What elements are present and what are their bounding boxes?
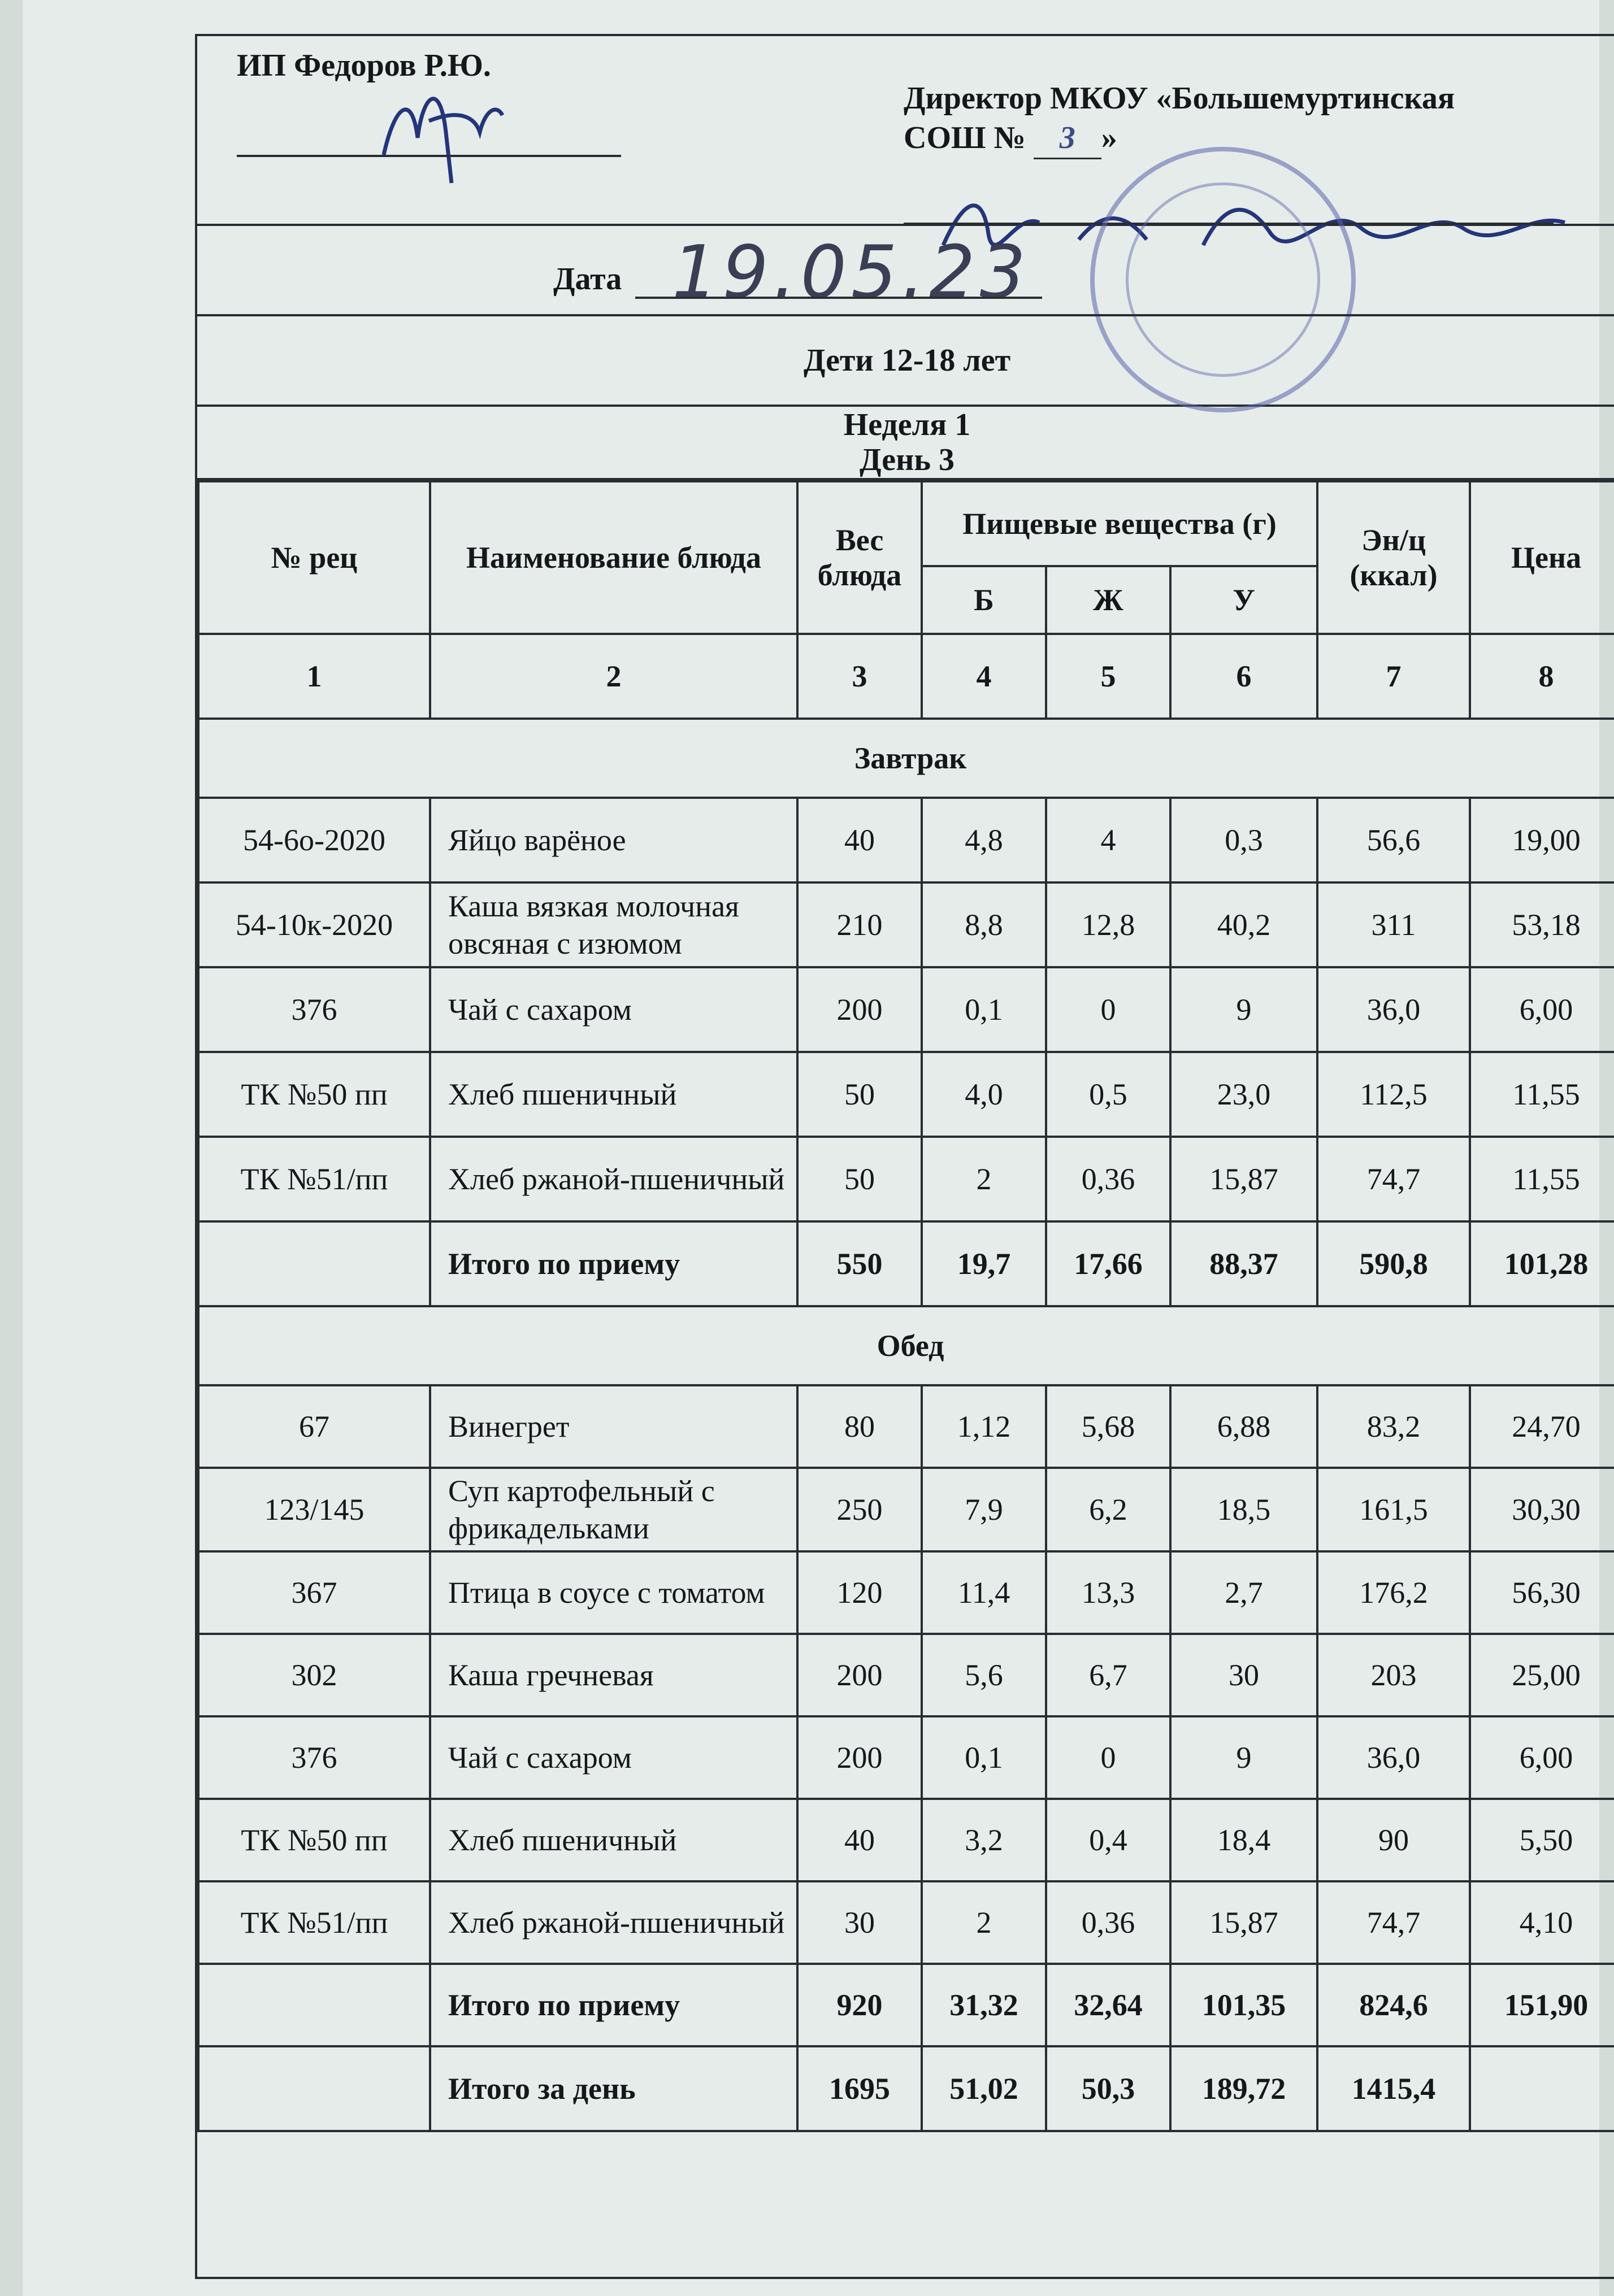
table-cell: 19,7 — [922, 1221, 1046, 1306]
table-cell: 30 — [797, 1881, 922, 1964]
table-cell: 74,7 — [1317, 1137, 1470, 1221]
table-cell: 18,4 — [1170, 1799, 1317, 1881]
dish-name: Чай с сахаром — [430, 1716, 797, 1799]
table-cell: 161,5 — [1317, 1468, 1470, 1551]
table-cell: 9 — [1170, 1716, 1317, 1799]
table-cell: 51,02 — [922, 2046, 1046, 2131]
table-cell: 6,00 — [1470, 967, 1614, 1052]
dish-name: Яйцо варёное — [430, 798, 797, 882]
table-cell: 40,2 — [1170, 882, 1317, 967]
breakfast-total-row — [198, 1221, 1614, 1306]
col-weight: Вес блюда — [797, 481, 922, 634]
table-cell: 30 — [1170, 1634, 1317, 1716]
date-line — [635, 297, 1042, 299]
week-label: Неделя 1 — [843, 407, 971, 442]
col-price: Цена — [1470, 481, 1614, 634]
col-number: 7 — [1317, 634, 1470, 719]
bottom-empty-row — [197, 2132, 1614, 2279]
col-number: 3 — [797, 634, 922, 719]
section-title: Обед — [198, 1306, 1614, 1385]
col-fat: Ж — [1046, 566, 1170, 634]
table-cell: 189,72 — [1170, 2046, 1317, 2131]
table-row — [198, 1052, 1614, 1137]
table-cell: 6,7 — [1046, 1634, 1170, 1716]
director-title-line1: Директор МКОУ «Большемуртинская — [904, 81, 1455, 116]
table-cell: 0,1 — [922, 967, 1046, 1052]
table-cell: 6,00 — [1470, 1716, 1614, 1799]
table-cell: 17,66 — [1046, 1221, 1170, 1306]
table-cell: 0,3 — [1170, 798, 1317, 882]
col-number: 1 — [198, 634, 430, 719]
recipe-code: 54-6о-2020 — [198, 798, 430, 882]
table-row — [198, 798, 1614, 882]
table-cell: 50,3 — [1046, 2046, 1170, 2131]
table-cell: 15,87 — [1170, 1137, 1317, 1221]
total-label: Итого по приему — [430, 1964, 797, 2046]
dish-name: Чай с сахаром — [430, 967, 797, 1052]
recipe-code: 367 — [198, 1551, 430, 1634]
director-title-line2 — [904, 118, 1455, 159]
table-cell: 19,00 — [1470, 798, 1614, 882]
contractor-signature-icon — [361, 70, 508, 194]
col-number: 4 — [922, 634, 1046, 719]
col-number: 2 — [430, 634, 797, 719]
table-cell: 36,0 — [1317, 1716, 1470, 1799]
table-cell: 11,55 — [1470, 1137, 1614, 1221]
table-cell: 50 — [797, 1137, 922, 1221]
table-cell: 8,8 — [922, 882, 1046, 967]
recipe-code: ТК №50 пп — [198, 1799, 430, 1881]
table-cell: 3,2 — [922, 1799, 1046, 1881]
table-cell: 15,87 — [1170, 1881, 1317, 1964]
table-cell: 6,2 — [1046, 1468, 1170, 1551]
menu-table — [197, 480, 1614, 2132]
col-nutrients: Пищевые вещества (г) — [922, 481, 1317, 566]
recipe-code: 54-10к-2020 — [198, 882, 430, 967]
table-cell: 83,2 — [1317, 1385, 1470, 1468]
table-cell: 12,8 — [1046, 882, 1170, 967]
section-title: Завтрак — [198, 719, 1614, 798]
table-cell: 200 — [797, 1634, 922, 1716]
table-cell: 1415,4 — [1317, 2046, 1470, 2131]
table-cell: 210 — [797, 882, 922, 967]
recipe-code: 376 — [198, 967, 430, 1052]
table-cell: 80 — [797, 1385, 922, 1468]
school-suffix: » — [1101, 120, 1117, 155]
dish-name: Хлеб ржаной-пшеничный — [430, 1881, 797, 1964]
table-cell: 23,0 — [1170, 1052, 1317, 1137]
date-row — [197, 226, 1614, 316]
table-row — [198, 1716, 1614, 1799]
col-number: 5 — [1046, 634, 1170, 719]
recipe-code: ТК №50 пп — [198, 1052, 430, 1137]
date-label: Дата — [553, 262, 622, 297]
day-total-row — [198, 2046, 1614, 2131]
table-row — [198, 1137, 1614, 1221]
table-cell: 40 — [797, 1799, 922, 1881]
table-cell — [1470, 2046, 1614, 2131]
table-cell: 50 — [797, 1052, 922, 1137]
col-name: Наименование блюда — [430, 481, 797, 634]
table-cell: 4 — [1046, 798, 1170, 882]
table-cell: 18,5 — [1170, 1468, 1317, 1551]
age-group: Дети 12-18 лет — [197, 316, 1614, 407]
total-label: Итого за день — [430, 2046, 797, 2131]
date-value: 19.05.23 — [672, 231, 1030, 315]
table-cell: 824,6 — [1317, 1964, 1470, 2046]
col-energy: Эн/ц (ккал) — [1317, 481, 1470, 634]
table-cell: 11,4 — [922, 1551, 1046, 1634]
table-cell: 176,2 — [1317, 1551, 1470, 1634]
lunch-total-row — [198, 1964, 1614, 2046]
table-cell: 200 — [797, 1716, 922, 1799]
table-row — [198, 967, 1614, 1052]
table-cell: 0,36 — [1046, 1137, 1170, 1221]
column-numbers-row — [198, 634, 1614, 719]
recipe-code: 302 — [198, 1634, 430, 1716]
table-cell: 56,30 — [1470, 1551, 1614, 1634]
table-cell: 2 — [922, 1881, 1046, 1964]
table-cell: 120 — [797, 1551, 922, 1634]
table-cell: 203 — [1317, 1634, 1470, 1716]
total-label: Итого по приему — [430, 1221, 797, 1306]
table-cell: 101,28 — [1470, 1221, 1614, 1306]
school-prefix: СОШ № — [904, 120, 1026, 155]
table-cell: 88,37 — [1170, 1221, 1317, 1306]
table-cell: 9 — [1170, 967, 1317, 1052]
table-row — [198, 1551, 1614, 1634]
table-cell: 0,36 — [1046, 1881, 1170, 1964]
table-cell: 0 — [1046, 967, 1170, 1052]
table-cell: 250 — [797, 1468, 922, 1551]
table-cell: 311 — [1317, 882, 1470, 967]
table-cell: 40 — [797, 798, 922, 882]
table-cell: 5,68 — [1046, 1385, 1170, 1468]
col-number: 8 — [1470, 634, 1614, 719]
header-row — [198, 481, 1614, 566]
table-cell: 1695 — [797, 2046, 922, 2131]
table-cell — [198, 1964, 430, 2046]
approval-header — [197, 34, 1614, 226]
table-cell: 90 — [1317, 1799, 1470, 1881]
col-protein: Б — [922, 566, 1046, 634]
day-label: День 3 — [860, 442, 954, 477]
table-cell: 0,1 — [922, 1716, 1046, 1799]
school-number: 3 — [1034, 118, 1101, 159]
col-rec: № рец — [198, 481, 430, 634]
table-row — [198, 1385, 1614, 1468]
dish-name: Хлеб ржаной-пшеничный — [430, 1137, 797, 1221]
table-cell — [198, 2046, 430, 2131]
dish-name: Хлеб пшеничный — [430, 1052, 797, 1137]
table-cell: 550 — [797, 1221, 922, 1306]
table-cell: 200 — [797, 967, 922, 1052]
table-cell: 1,12 — [922, 1385, 1046, 1468]
section-lunch — [198, 1306, 1614, 1385]
table-cell: 2,7 — [1170, 1551, 1317, 1634]
table-row — [198, 1634, 1614, 1716]
table-row — [198, 1799, 1614, 1881]
table-row — [198, 1468, 1614, 1551]
table-cell: 0 — [1046, 1716, 1170, 1799]
table-cell: 5,6 — [922, 1634, 1046, 1716]
table-row — [198, 882, 1614, 967]
table-cell: 920 — [797, 1964, 922, 2046]
contractor-signature-line — [237, 155, 621, 157]
dish-name: Каша гречневая — [430, 1634, 797, 1716]
dish-name: Каша вязкая молочная овсяная с изюмом — [430, 882, 797, 967]
table-cell — [198, 1221, 430, 1306]
table-cell: 31,32 — [922, 1964, 1046, 2046]
table-cell: 11,55 — [1470, 1052, 1614, 1137]
table-row — [198, 1881, 1614, 1964]
dish-name: Птица в соусе с томатом — [430, 1551, 797, 1634]
recipe-code: 123/145 — [198, 1468, 430, 1551]
table-cell: 56,6 — [1317, 798, 1470, 882]
table-cell: 590,8 — [1317, 1221, 1470, 1306]
dish-name: Суп картофельный с фрикадельками — [430, 1468, 797, 1551]
table-cell: 151,90 — [1470, 1964, 1614, 2046]
col-number: 6 — [1170, 634, 1317, 719]
table-cell: 0,5 — [1046, 1052, 1170, 1137]
table-cell: 32,64 — [1046, 1964, 1170, 2046]
table-cell: 6,88 — [1170, 1385, 1317, 1468]
recipe-code: 67 — [198, 1385, 430, 1468]
table-cell: 2 — [922, 1137, 1046, 1221]
table-cell: 53,18 — [1470, 882, 1614, 967]
section-breakfast — [198, 719, 1614, 798]
dish-name: Винегрет — [430, 1385, 797, 1468]
recipe-code: ТК №51/пп — [198, 1137, 430, 1221]
recipe-code: ТК №51/пп — [198, 1881, 430, 1964]
col-carbs: У — [1170, 566, 1317, 634]
table-cell: 36,0 — [1317, 967, 1470, 1052]
menu-document — [195, 34, 1614, 2279]
table-cell: 101,35 — [1170, 1964, 1317, 2046]
table-cell: 74,7 — [1317, 1881, 1470, 1964]
paper-sheet — [23, 0, 1599, 2296]
contractor-name: ИП Федоров Р.Ю. — [237, 48, 491, 83]
table-cell: 7,9 — [922, 1468, 1046, 1551]
table-cell: 0,4 — [1046, 1799, 1170, 1881]
table-cell: 24,70 — [1470, 1385, 1614, 1468]
table-cell: 4,0 — [922, 1052, 1046, 1137]
table-cell: 5,50 — [1470, 1799, 1614, 1881]
recipe-code: 376 — [198, 1716, 430, 1799]
week-day — [197, 407, 1614, 480]
table-cell: 30,30 — [1470, 1468, 1614, 1551]
table-cell: 4,10 — [1470, 1881, 1614, 1964]
table-cell: 13,3 — [1046, 1551, 1170, 1634]
table-cell: 25,00 — [1470, 1634, 1614, 1716]
dish-name: Хлеб пшеничный — [430, 1799, 797, 1881]
director-title — [904, 79, 1455, 159]
table-cell: 112,5 — [1317, 1052, 1470, 1137]
table-cell: 4,8 — [922, 798, 1046, 882]
